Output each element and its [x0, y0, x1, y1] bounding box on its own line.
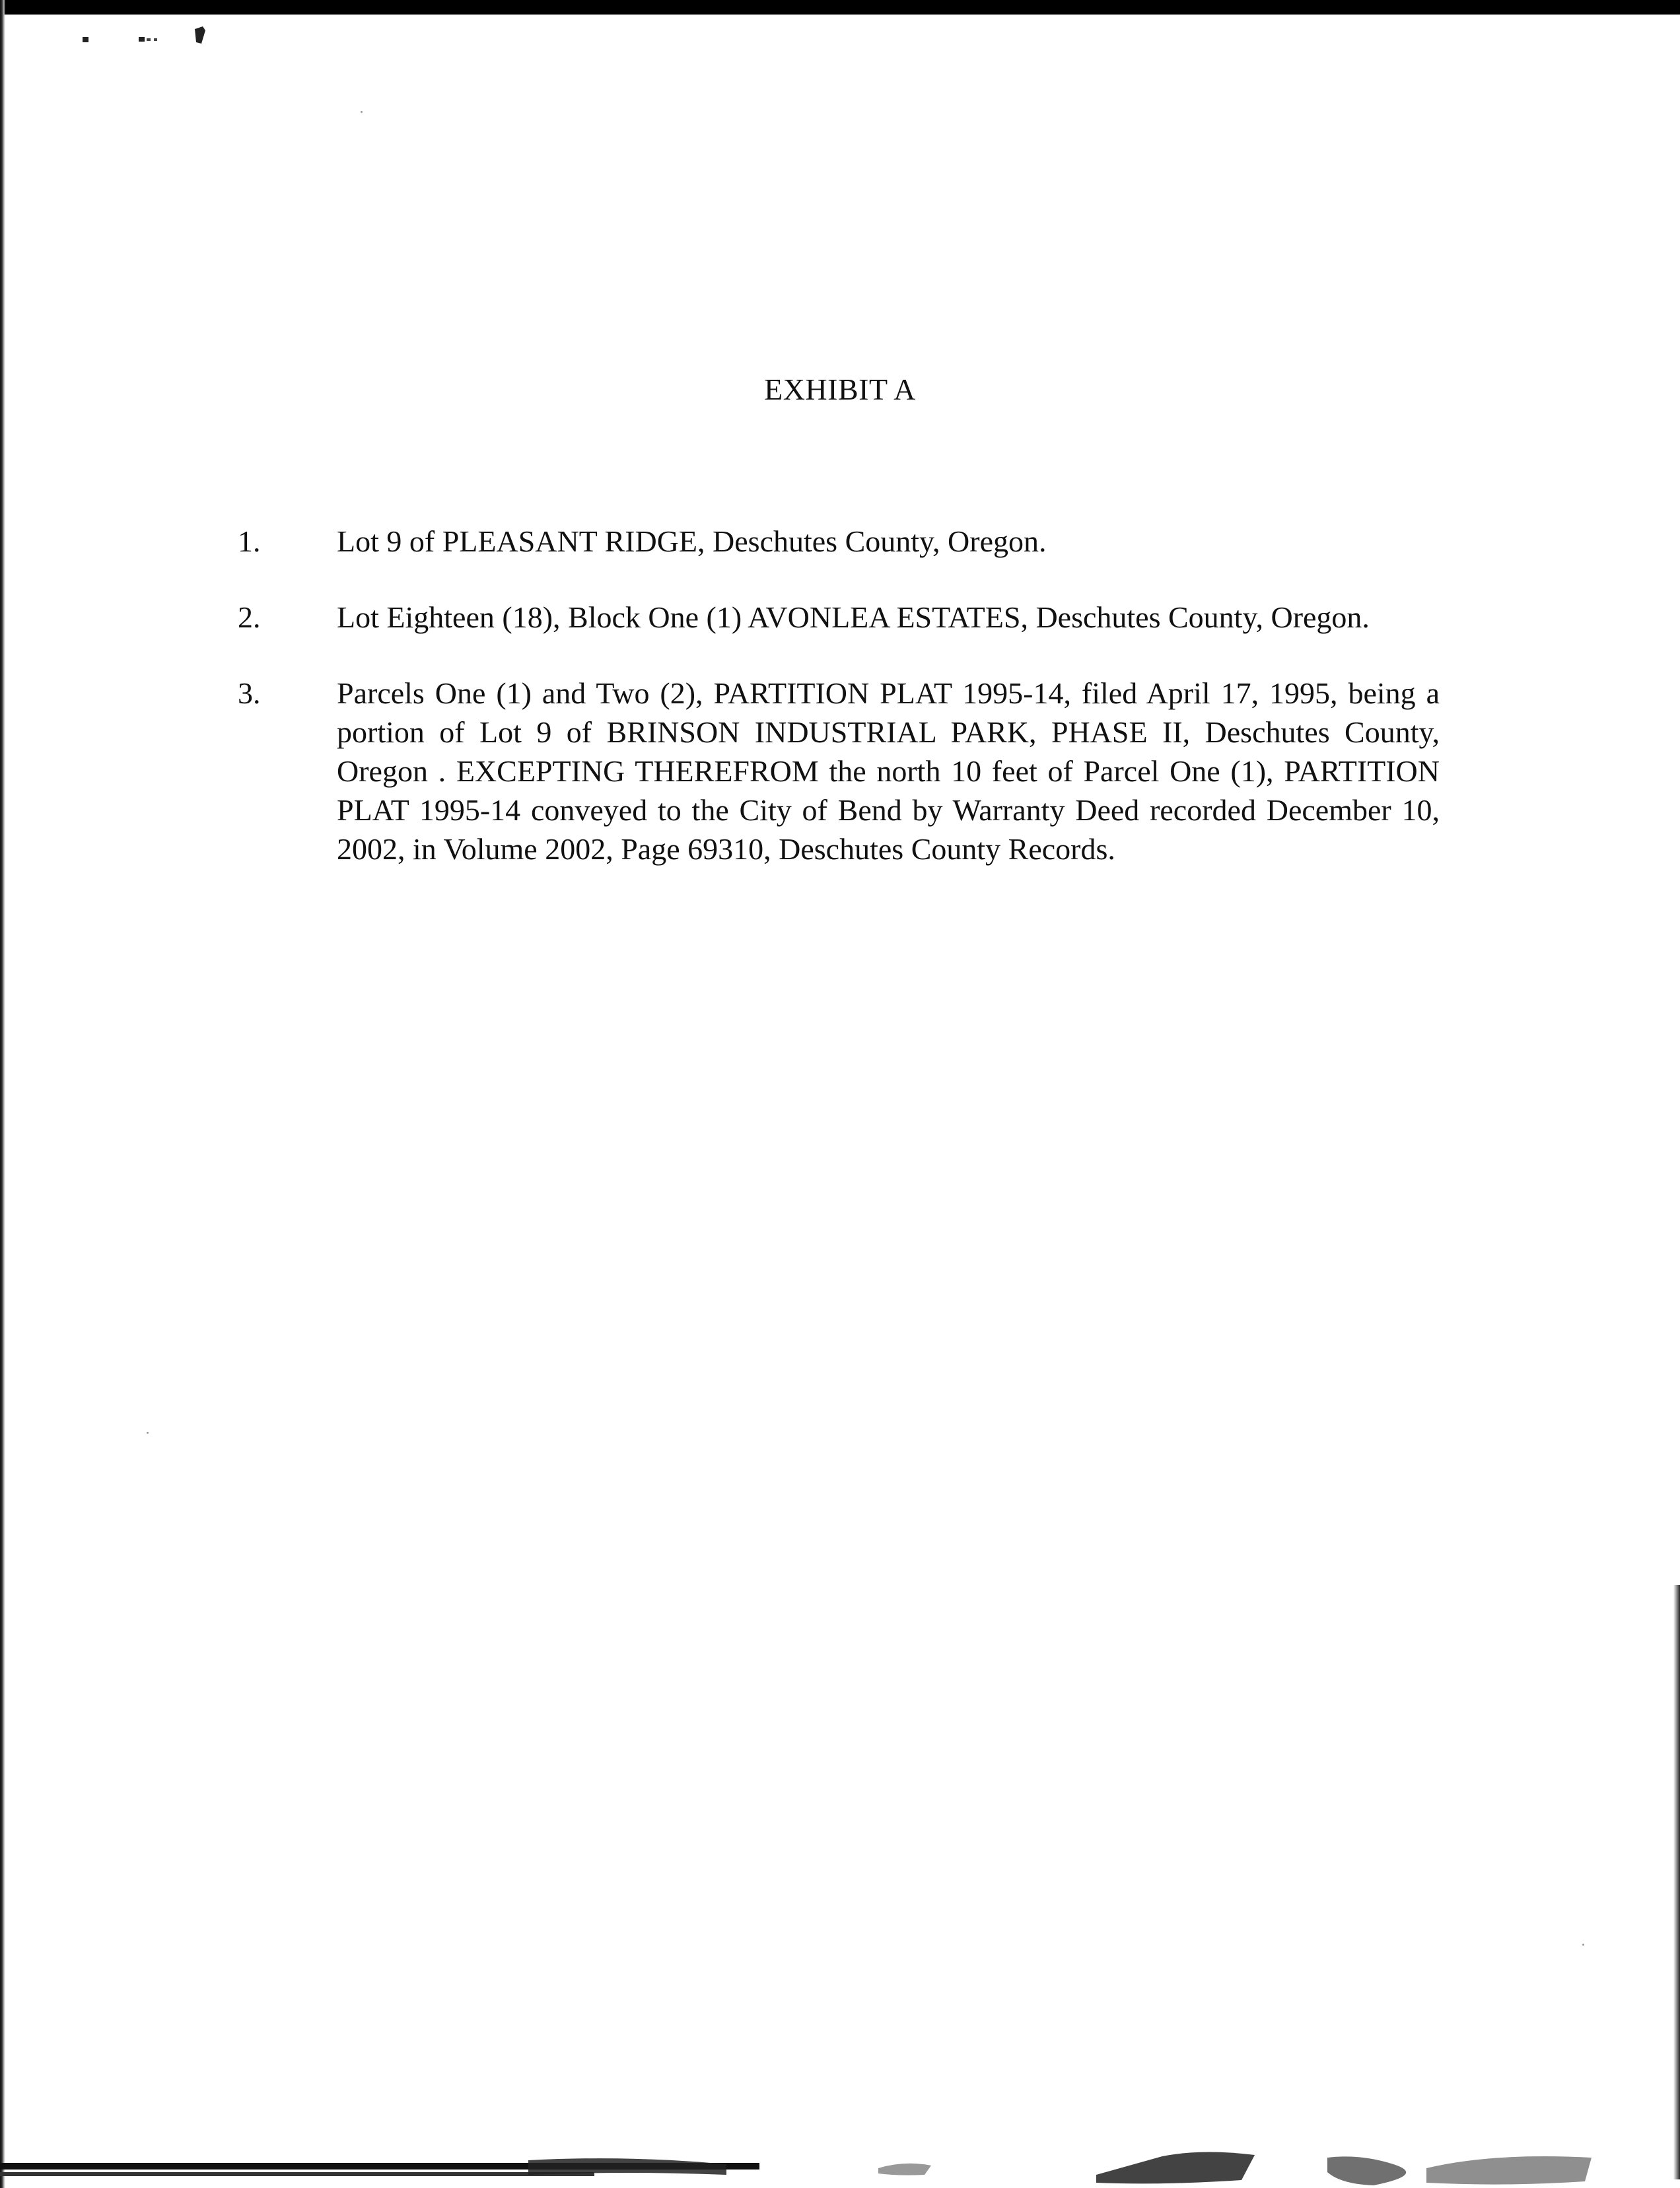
item-text: Lot 9 of PLEASANT RIDGE, Deschutes County, Oregon.: [337, 524, 1047, 558]
item-number: 1.: [238, 524, 261, 558]
scan-left-border: [0, 0, 5, 2188]
scan-speck: [361, 111, 363, 113]
list-item: [238, 522, 1440, 561]
scan-speck: [147, 1432, 149, 1434]
scan-speck: [1582, 1944, 1584, 1946]
list-item: [238, 674, 1440, 868]
item-text: Lot Eighteen (18), Block One (1) AVONLEA ESTATES, Deschutes County, Oregon.: [337, 600, 1370, 634]
item-number: 3.: [238, 676, 261, 710]
scan-top-border: [0, 0, 1680, 15]
scan-right-border: [1673, 1585, 1680, 2179]
item-number: 2.: [238, 600, 261, 634]
scan-bottom-smudge: [0, 2148, 1680, 2188]
item-text: Parcels One (1) and Two (2), PARTITION PLAT 1995-14, filed April 17, 1995, being a portion of Lot 9 of BRINSON INDUSTRIAL PARK, PHASE II, Deschutes County, Oregon . EXCEPTING THEREFROM the north 10 feet of Parcel One (1), PARTITION PLAT 1995-14 conveyed to the City of Bend by Warranty Deed recorded December 10, 2002, in Volume 2002, Page 69310, Deschutes County Records.: [337, 676, 1440, 866]
list-item: [238, 598, 1440, 637]
scan-corner-marks: [83, 24, 215, 50]
exhibit-title: EXHIBIT A: [764, 372, 916, 406]
property-description-list: [238, 522, 1440, 905]
